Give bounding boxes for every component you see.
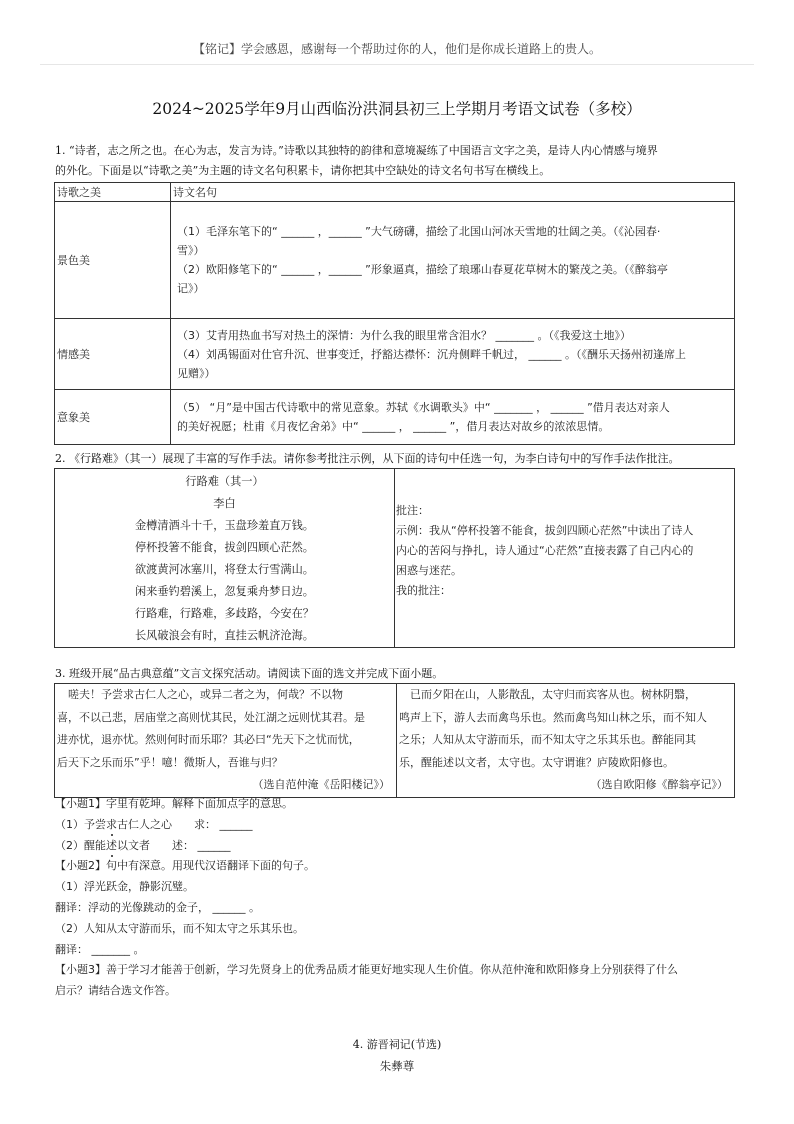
q2-poem-line: 闲来垂钓碧溪上，忽复乘舟梦日边。 — [134, 585, 314, 598]
q2-poem-line: 长风破浪会有时，直挂云帆济沧海。 — [134, 629, 314, 642]
text-span: （2）醒能 — [55, 838, 106, 852]
q2-stem: 2. 《行路难》（其一）展现了丰富的写作手法。请你参考批注示例，从下面的诗句中任选一句，为李白诗句中的写作手法作批注。 — [55, 452, 680, 465]
q1-line: 记》） — [177, 282, 205, 295]
q2-note-cell — [395, 469, 735, 648]
q1-line: 见赠》） — [177, 366, 216, 380]
q2-note-line: 我的批注： — [396, 584, 451, 597]
q2-note-line: 批注： — [396, 504, 429, 517]
q2-poem-line: 停杯投箸不能食，拔剑四顾心茫然。 — [134, 541, 314, 554]
q3-left-line: 进亦忧，退亦忧。然则何时而乐耶？其必曰“先天下之忧而忧， — [57, 733, 360, 746]
q1-col-header-lines: 诗文名句 — [171, 183, 735, 202]
header-divider — [40, 64, 754, 65]
q2-poem-line: 欲渡黄河冰塞川，将登太行雪满山。 — [134, 563, 314, 576]
q4-author: 朱彝尊 — [379, 1059, 415, 1073]
q1-line: （2）欧阳修笔下的“ ______ ，______ ”形象逼真，描绘了琅琊山春夏花草树木的繁茂之美。（《醉翁亭 — [177, 263, 668, 276]
q3-sub2-translation-1: 翻译：浮动的光像跳动的金子， ______ 。 — [55, 900, 260, 914]
q3-left-passage — [55, 684, 397, 798]
q1-line: （3）艾青用热血书写对热土的深情：为什么我的眼里常含泪水？ _______ 。（《我爱这土地》） — [177, 328, 631, 342]
q3-sub2-item-1: （1）浮光跃金，静影沉璧。 — [55, 880, 194, 894]
q3-left-source: （选自范仲淹《岳阳楼记》） — [252, 778, 390, 791]
q1-poetry-table — [54, 182, 735, 445]
q2-poem-line: 行路难，行路难，多歧路，今安在？ — [134, 607, 314, 620]
text-span: （1）予尝 — [55, 817, 106, 831]
q1-line: （1）毛泽东笔下的“ ______ ，______ ”大气磅礴，描绘了北国山河冰天雪地的壮阔之美。（《沁园春· — [177, 225, 661, 238]
text-span: 以文者 述： ______ — [117, 838, 231, 852]
q3-sub2-title: 【小题2】句中有深意。用现代汉语翻译下面的句子。 — [55, 859, 315, 873]
q2-poem-title: 行路难（其一） — [185, 475, 264, 488]
q3-sub2-item-2: （2）人知从太守游而乐，而不知太守之乐其乐也。 — [55, 921, 304, 935]
q3-left-line: 后天下之乐而乐”乎！噫！微斯人，吾谁与归？ — [57, 755, 283, 769]
q1-row-scenery-content — [171, 202, 735, 319]
q2-note-line: 内心的苦闷与挣扎，诗人通过“心茫然”直接表露了自己内心的 — [396, 544, 694, 557]
q1-line: 的美好祝愿；杜甫《月夜忆舍弟》中“ ______ ， ______ ”，借月表达对故乡的浓浓思情。 — [177, 420, 610, 433]
q1-stem — [55, 141, 735, 181]
emphasis-dot-char: 述 — [106, 838, 117, 852]
q3-left-line: 嗟夫！予尝求古仁人之心，或异二者之为，何哉？不以物 — [57, 688, 343, 701]
q1-line: 雪》） — [177, 244, 205, 257]
q3-sub1-item-2 — [55, 836, 745, 857]
text-span: 古仁人之心 求： ______ — [117, 817, 253, 831]
q3-stem: 3. 班级开展“品古典意蕴”文言文探究活动。请阅读下面的选文并完成下面小题。 — [55, 667, 444, 680]
q2-table — [54, 468, 735, 648]
q3-sub1-item-1 — [55, 815, 745, 836]
q3-left-line: 喜，不以己悲，居庙堂之高则忧其民，处江湖之远则忧其君。是 — [57, 710, 365, 724]
q2-poem-cell — [55, 469, 395, 648]
motto-header: 【铭记】学会感恩，感谢每一个帮助过你的人，他们是你成长道路上的贵人。 — [192, 42, 601, 56]
q1-stem-line-1: 1. “诗者，志之所之也。在心为志，发言为诗。”诗歌以其独特的韵律和意境凝练了中国语言文字之美，是诗人内心情感与境界 — [55, 144, 658, 157]
q1-stem-line-2: 的外化。下面是以“诗歌之美”为主题的诗文名句积累卡，请你把其中空缺处的诗文名句书写在横线上。 — [55, 164, 551, 177]
q3-sub2-translation-2: 翻译： _______ 。 — [55, 942, 145, 956]
q1-row-imagery-content — [171, 390, 735, 445]
page-title: 2024~2025学年9月山西临汾洪洞县初三上学期月考语文试卷（多校） — [152, 100, 642, 118]
q3-right-line: 鸣声上下，游人去而禽鸟乐也。然而禽鸟知山林之乐，而不知人 — [399, 710, 707, 724]
q3-subquestions — [55, 794, 745, 1002]
q4-heading: 4. 游晋祠记(节选) — [352, 1038, 442, 1051]
q1-row-label-imagery: 意象美 — [55, 390, 171, 445]
q3-sub3-line-1: 【小题3】善于学习才能善于创新，学习先贤身上的优秀品质才能更好地实现人生价值。你从范仲淹和欧阳修身上分别获得了什么 — [55, 963, 678, 977]
q2-note-line: 示例：我从“停杯投箸不能食，拔剑四顾心茫然”中读出了诗人 — [396, 524, 694, 537]
q3-sub1-title: 【小题1】字里有乾坤。解释下面加点字的意思。 — [55, 797, 293, 810]
q1-line: （5） “月”是中国古代诗歌中的常见意象。苏轼《水调歌头》中“ _______ ， ______ ”借月表达对亲人 — [177, 401, 670, 414]
q1-line: （4）刘禹锡面对仕官升沉、世事变迁，抒豁达襟怀：沉舟侧畔千帆过， ______ 。（《酬乐天扬州初逢席上 — [177, 347, 686, 361]
q1-row-emotion-content — [171, 319, 735, 390]
q3-right-line: 乐，醒能述以文者，太守也。太守谓谁？庐陵欧阳修也。 — [399, 755, 674, 769]
q3-right-source: （选自欧阳修《醉翁亭记》） — [590, 778, 728, 791]
q3-right-passage — [397, 684, 735, 798]
q3-sub3-line-2: 启示？请结合选文作答。 — [55, 984, 176, 998]
q3-right-line: 已而夕阳在山，人影散乱，太守归而宾客从也。树林阴翳， — [399, 688, 696, 701]
q2-note-line: 困惑与迷茫。 — [396, 564, 462, 577]
q1-col-header-beauty: 诗歌之美 — [55, 183, 171, 202]
emphasis-dot-char: 求 — [106, 817, 117, 831]
q3-passages-table — [54, 683, 735, 798]
q1-row-label-emotion: 情感美 — [55, 319, 171, 390]
q3-right-line: 之乐；人知从太守游而乐，而不知太守之乐其乐也。醉能同其 — [399, 733, 696, 746]
q2-poem-line: 金樽清酒斗十千，玉盘珍羞直万钱。 — [134, 519, 314, 532]
q1-row-label-scenery: 景色美 — [55, 202, 171, 319]
q2-poem-author: 李白 — [213, 497, 236, 510]
